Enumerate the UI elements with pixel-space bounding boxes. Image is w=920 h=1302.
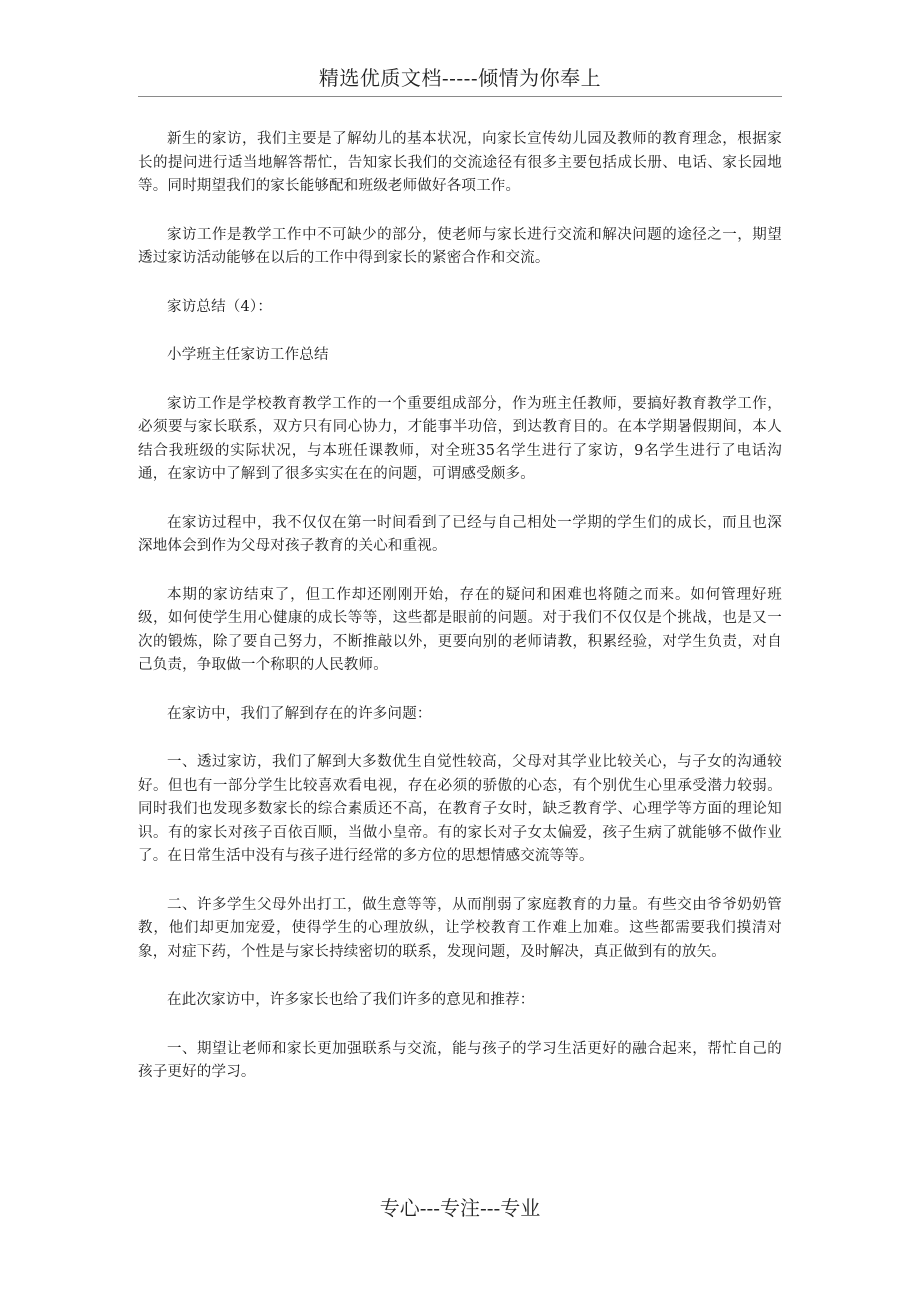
paragraph-suggestions-lead: 在此次家访中，许多家长也给了我们许多的意见和推荐： <box>167 992 535 1008</box>
paragraph-intro: 家访工作是学校教育教学工作的一个重要组成部分，作为班主任教师，要搞好教育教学工作，必须要与家长联系，双方只有同心协力，才能事半功倍，到达教育目的。在本学期暑假期间，本人结合我班级的实际状况，与本班任课教师，对全班35名学生进行了家访，9名学生进行了电话沟通，在家访中了解到了很多实实在在的问题，可谓感受颇多。 <box>138 395 782 482</box>
paragraph-kindergarten-visit: 新生的家访，我们主要是了解幼儿的基本状况，向家长宣传幼儿园及教师的教育理念，根据家长的提问进行适当地解答帮忙，告知家长我们的交流途径有很多主要包括成长册、电话、家长园地等。同时期望我们的家长能够配和班级老师做好各项工作。 <box>138 131 782 194</box>
paragraph-process: 在家访过程中，我不仅仅在第一时间看到了已经与自己相处一学期的学生们的成长，而且也深深地体会到作为父母对孩子教育的关心和重视。 <box>138 514 782 554</box>
paragraph-visit-importance: 家访工作是教学工作中不可缺少的部分，使老师与家长进行交流和解决问题的途径之一，期望透过家访活动能够在以后的工作中得到家长的紧密合作和交流。 <box>138 226 782 266</box>
paragraph-suggestion-1: 一、期望让老师和家长更加强联系与交流，能与孩子的学习生活更好的融合起来，帮忙自己的孩子更好的学习。 <box>138 1040 782 1080</box>
paragraph-challenge: 本期的家访结束了，但工作却还刚刚开始，存在的疑问和困难也将随之而来。如何管理好班级，如何使学生用心健康的成长等等，这些都是眼前的问题。对于我们不仅仅是个挑战，也是又一次的锻炼，除了要自己努力，不断推敲以外，更要向别的老师请教，积累经验，对学生负责，对自己负责，争取做一个称职的人民教师。 <box>138 586 782 673</box>
paragraph-problems-lead: 在家访中，我们了解到存在的许多问题： <box>167 705 432 722</box>
paragraph-problem-2: 二、许多学生父母外出打工，做生意等等，从而削弱了家庭教育的力量。有些交由爷爷奶奶管教，他们却更加宠爱，使得学生的心理放纵，让学校教育工作难上加难。这些都需要我们摸清对象，对症下药，个性是与家长持续密切的联系，发现问题，及时解决，真正做到有的放矢。 <box>138 896 782 960</box>
section-title: 小学班主任家访工作总结 <box>167 347 329 363</box>
page-header-title: 精选优质文档-----倾情为你奉上 <box>318 66 602 90</box>
document-body <box>138 128 782 1110</box>
page-header <box>138 64 782 97</box>
page-footer: 专心---专注---专业 <box>379 1196 541 1220</box>
section-heading-summary-4: 家访总结（4）： <box>167 298 273 315</box>
paragraph-problem-1: 一、透过家访，我们了解到大多数优生自觉性较高，父母对其学业比较关心，与子女的沟通较好。但也有一部分学生比较喜欢看电视，存在必须的骄傲的心态，有个别优生心里承受潜力较弱。同时我们也发现多数家长的综合素质还不高，在教育子女时，缺乏教育学、心理学等方面的理论知识。有的家长对孩子百依百顺，当做小皇帝。有的家长对子女太偏爱，孩子生病了就能够不做作业了。在日常生活中没有与孩子进行经常的多方位的思想情感交流等等。 <box>138 754 782 864</box>
